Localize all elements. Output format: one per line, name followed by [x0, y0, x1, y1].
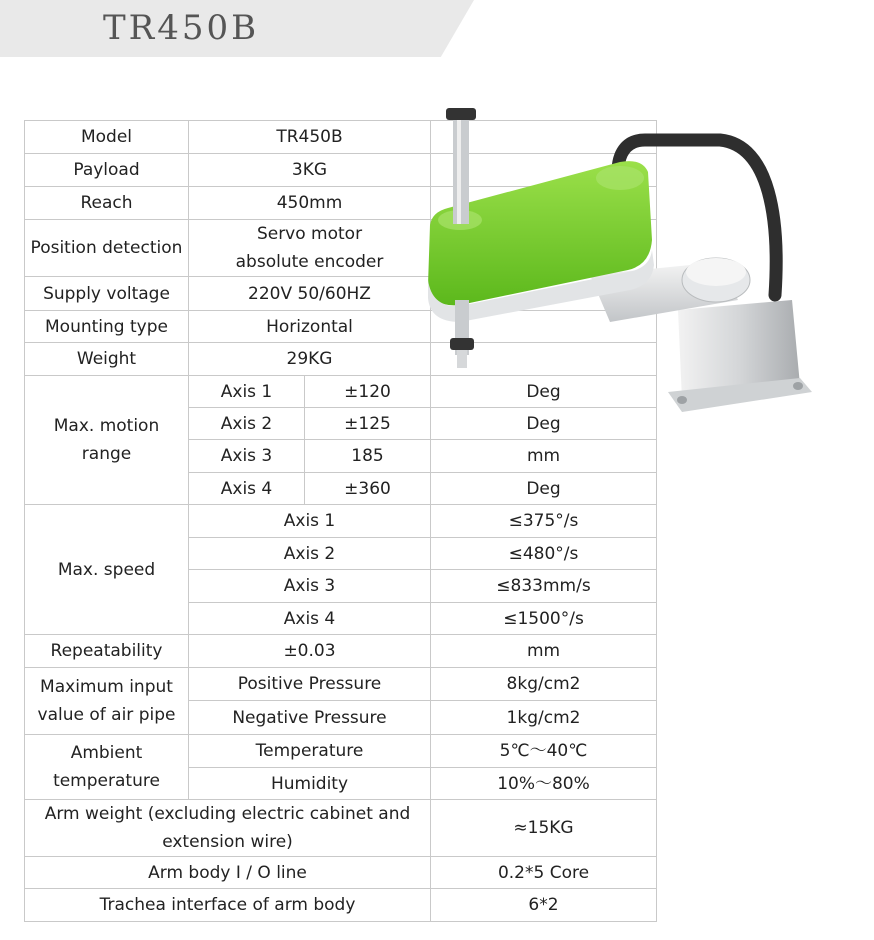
- axis-name: Axis 3: [189, 570, 431, 603]
- axis-name: Axis 1: [189, 505, 431, 538]
- spec-label: Reach: [25, 187, 189, 220]
- spec-label: Payload: [25, 154, 189, 187]
- table-row: [25, 735, 657, 768]
- spec-value: 1kg/cm2: [431, 701, 657, 735]
- table-row: [25, 635, 657, 668]
- spec-label-line: extension wire): [162, 832, 293, 852]
- table-row: [25, 505, 657, 538]
- spec-label-line: Maximum input: [40, 677, 173, 697]
- spec-value: TR450B: [189, 121, 431, 154]
- speed-value: ≤480°/s: [431, 538, 657, 570]
- spec-value: 220V 50/60HZ: [189, 277, 431, 311]
- spec-value: [189, 220, 431, 277]
- spec-label: Supply voltage: [25, 277, 189, 311]
- spec-value: ±0.03: [189, 635, 431, 668]
- spec-value-line: Servo motor: [256, 224, 363, 244]
- sub-label: Negative Pressure: [189, 701, 431, 735]
- axis-name: Axis 4: [189, 603, 431, 635]
- axis-unit: Deg: [431, 408, 657, 440]
- spec-label: [25, 735, 189, 800]
- table-row: [25, 857, 657, 889]
- axis-value: 185: [305, 440, 431, 473]
- spec-value: 3KG: [189, 154, 431, 187]
- axis-value: ±120: [305, 376, 431, 408]
- spec-label: [25, 376, 189, 505]
- table-row: [25, 800, 657, 857]
- spec-label: Max. speed: [25, 505, 189, 635]
- spec-label-line: range: [81, 444, 132, 464]
- spec-label-line: Max. motion: [53, 416, 160, 436]
- spec-value: ≈15KG: [431, 800, 657, 857]
- scara-robot-image: [420, 100, 820, 420]
- spec-label-line: temperature: [53, 771, 160, 791]
- speed-value: ≤1500°/s: [431, 603, 657, 635]
- axis-unit: mm: [431, 440, 657, 473]
- speed-value: ≤833mm/s: [431, 570, 657, 603]
- spec-label-line: Ambient: [70, 743, 143, 763]
- spec-unit: mm: [431, 635, 657, 668]
- axis-unit: Deg: [431, 376, 657, 408]
- spec-label: Model: [25, 121, 189, 154]
- axis-name: Axis 3: [189, 440, 305, 473]
- product-title: TR450B: [103, 8, 260, 48]
- spec-value: 5℃～40℃: [431, 735, 657, 768]
- axis-value: ±125: [305, 408, 431, 440]
- spec-value: 450mm: [189, 187, 431, 220]
- axis-name: Axis 4: [189, 473, 305, 505]
- spec-value: 8kg/cm2: [431, 668, 657, 701]
- spec-label: Trachea interface of arm body: [25, 889, 431, 922]
- spec-value-line: absolute encoder: [235, 252, 384, 272]
- sub-label: Humidity: [189, 768, 431, 800]
- spec-value: 29KG: [189, 343, 431, 376]
- axis-name: Axis 2: [189, 538, 431, 570]
- axis-name: Axis 1: [189, 376, 305, 408]
- table-row: [25, 889, 657, 922]
- spec-value: 10%～80%: [431, 768, 657, 800]
- spec-value: 0.2*5 Core: [431, 857, 657, 889]
- spec-label: [25, 668, 189, 735]
- spec-label-line: value of air pipe: [37, 705, 176, 725]
- spec-label: Position detection: [25, 220, 189, 277]
- spec-label: [25, 800, 431, 857]
- sub-label: Temperature: [189, 735, 431, 768]
- axis-unit: Deg: [431, 473, 657, 505]
- spec-label: Weight: [25, 343, 189, 376]
- table-row: [25, 668, 657, 701]
- axis-name: Axis 2: [189, 408, 305, 440]
- spec-value: Horizontal: [189, 311, 431, 343]
- sub-label: Positive Pressure: [189, 668, 431, 701]
- spec-label: Arm body I / O line: [25, 857, 431, 889]
- speed-value: ≤375°/s: [431, 505, 657, 538]
- spec-label: Mounting type: [25, 311, 189, 343]
- spec-label: Repeatability: [25, 635, 189, 668]
- axis-value: ±360: [305, 473, 431, 505]
- spec-value: 6*2: [431, 889, 657, 922]
- spec-label-line: Arm weight (excluding electric cabinet and: [44, 804, 411, 824]
